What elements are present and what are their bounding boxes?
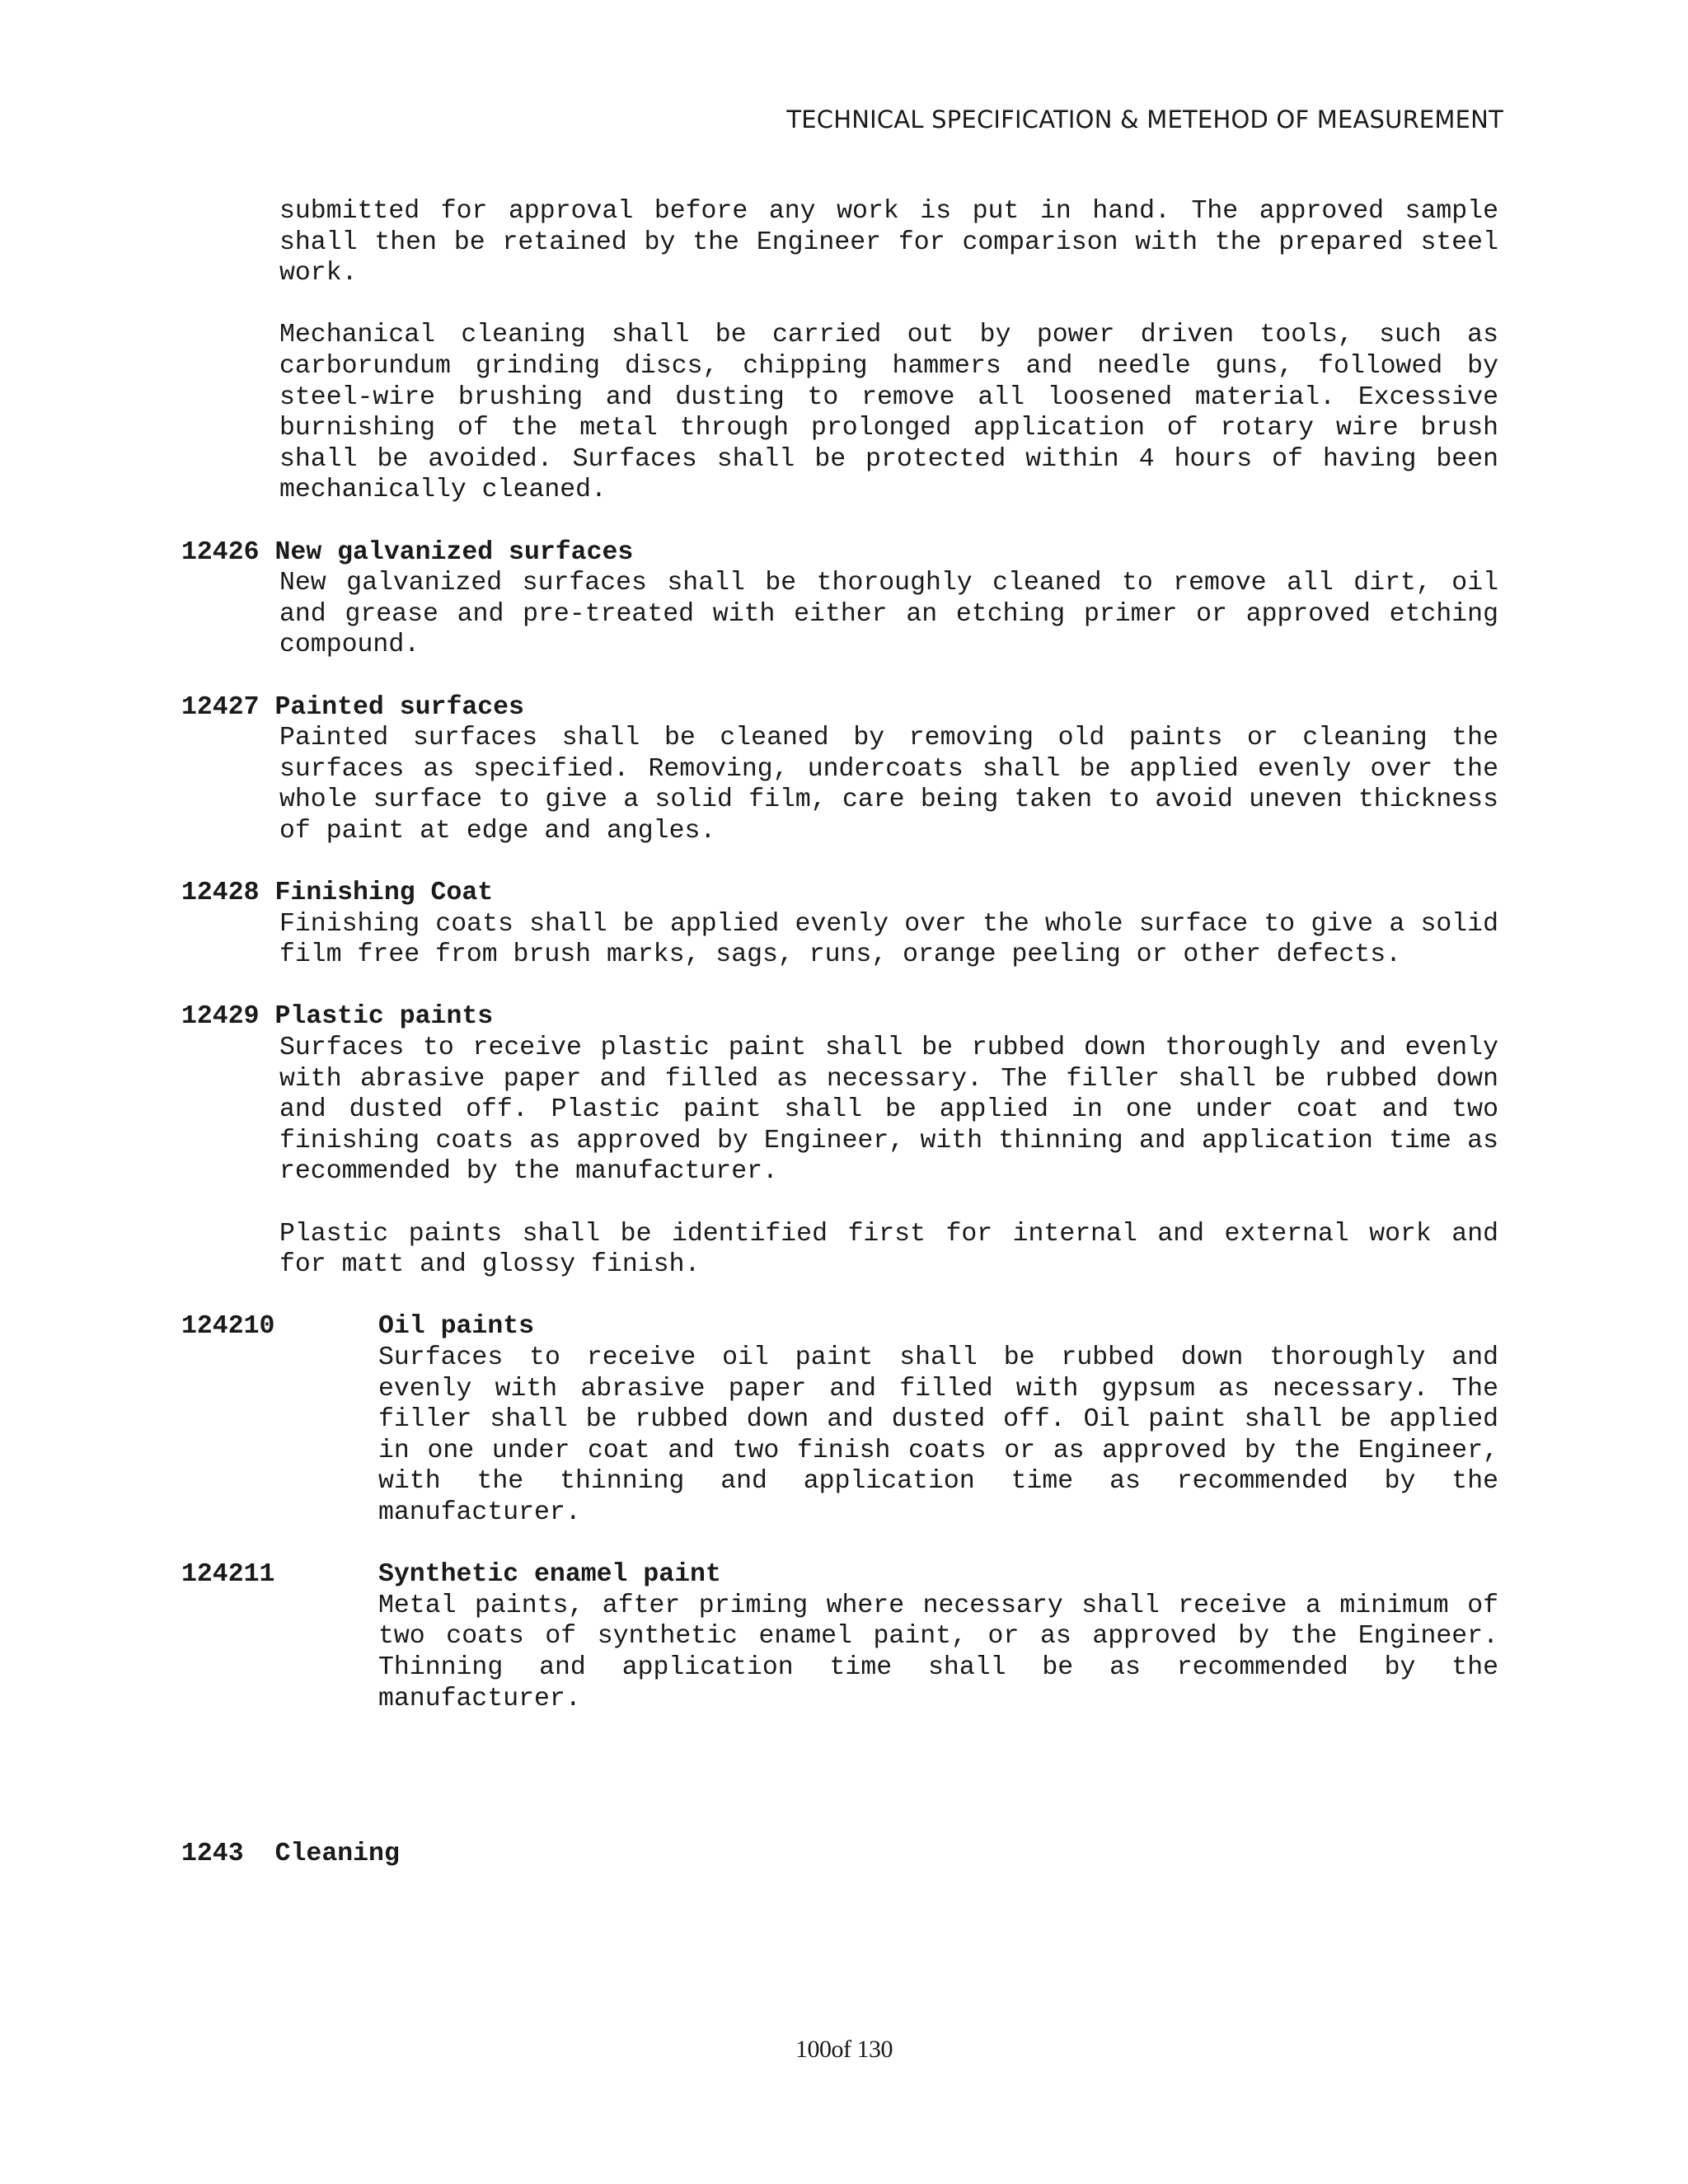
section-title: Cleaning — [274, 1839, 400, 1868]
section-number: 12426 — [181, 537, 260, 567]
section-124210 — [181, 1311, 1498, 1528]
section-title: New galvanized surfaces — [274, 537, 634, 567]
section-paragraph: Plastic paints shall be identified first for internal and external work and for matt and glossy finish. — [279, 1219, 1498, 1280]
section-12429 — [181, 1001, 1498, 1280]
section-paragraph: Metal paints, after priming where necessary shall receive a minimum of two coats of synthetic enamel paint, or as approved by the Engineer. Thinning and application time shall be as recommended by the manufacturer. — [378, 1591, 1498, 1713]
section-title: Synthetic enamel paint — [378, 1560, 721, 1590]
section-12428 — [181, 878, 1498, 971]
section-paragraph: Painted surfaces shall be cleaned by removing old paints or cleaning the surfaces as specified. Removing, undercoats shall be applied evenly over the whole surface to give a solid film, care being taken to avoid uneven thickness of paint at edge and angles. — [279, 724, 1498, 846]
section-124211 — [181, 1559, 1498, 1714]
section-number: 1243 — [181, 1839, 244, 1868]
section-1243 — [181, 1839, 1498, 1870]
document-body — [181, 196, 1498, 1900]
page-number: 100of 130 — [795, 2036, 893, 2063]
section-number: 12429 — [181, 1002, 260, 1032]
section-12427 — [181, 692, 1498, 847]
section-title: Painted surfaces — [274, 692, 524, 722]
section-title: Plastic paints — [274, 1002, 494, 1032]
section-heading — [181, 878, 1498, 909]
page-header-title: TECHNICAL SPECIFICATION & METEHOD OF MEASUREMENT — [786, 105, 1503, 134]
section-heading — [181, 692, 1498, 724]
intro-paragraph: submitted for approval before any work is put in hand. The approved sample shall then be retained by the Engineer for comparison with the prepared steel work. — [279, 197, 1498, 288]
section-number: 12428 — [181, 879, 260, 908]
section-heading — [181, 537, 1498, 569]
section-paragraph: New galvanized surfaces shall be thoroughly cleaned to remove all dirt, oil and grease and pre-treated with either an etching primer or approved etching compound. — [279, 569, 1498, 660]
section-paragraph: Surfaces to receive plastic paint shall be rubbed down thoroughly and evenly with abrasive paper and filled as necessary. The filler shall be rubbed down and dusted off. Plastic paint shall be applied in one under coat and two finishing coats as approved by Engineer, with thinning and application time as recommended by the manufacturer. — [279, 1033, 1498, 1187]
section-heading — [181, 1001, 1498, 1033]
section-paragraph: Surfaces to receive oil paint shall be rubbed down thoroughly and evenly with abrasive paper and filled with gypsum as necessary. The filler shall be rubbed down and dusted off. Oil paint shall be applied in one under coat and two finish coats or as approved by the Engineer, with the thinning and application time as recommended by the manufacturer. — [378, 1343, 1498, 1527]
section-number: 12427 — [181, 692, 260, 722]
section-title: Finishing Coat — [274, 879, 494, 908]
section-heading — [181, 1839, 1498, 1870]
section-number: 124210 — [181, 1312, 275, 1342]
section-number: 124211 — [181, 1560, 275, 1590]
spacer — [181, 1746, 1498, 1839]
section-heading — [181, 1559, 1498, 1591]
section-12426 — [181, 537, 1498, 661]
section-heading — [181, 1311, 1498, 1343]
section-paragraph: Finishing coats shall be applied evenly over the whole surface to give a solid film free from brush marks, sags, runs, orange peeling or other defects. — [279, 909, 1498, 970]
section-title: Oil paints — [378, 1312, 535, 1342]
intro-paragraph: Mechanical cleaning shall be carried out by power driven tools, such as carborundum grinding discs, chipping hammers and needle guns, followed by steel-wire brushing and dusting to remove all loosened material. Excessive burnishing of the metal through prolonged application of rotary wire brush shall be avoided. Surfaces shall be protected within 4 hours of having been mechanically cleaned. — [279, 321, 1498, 505]
